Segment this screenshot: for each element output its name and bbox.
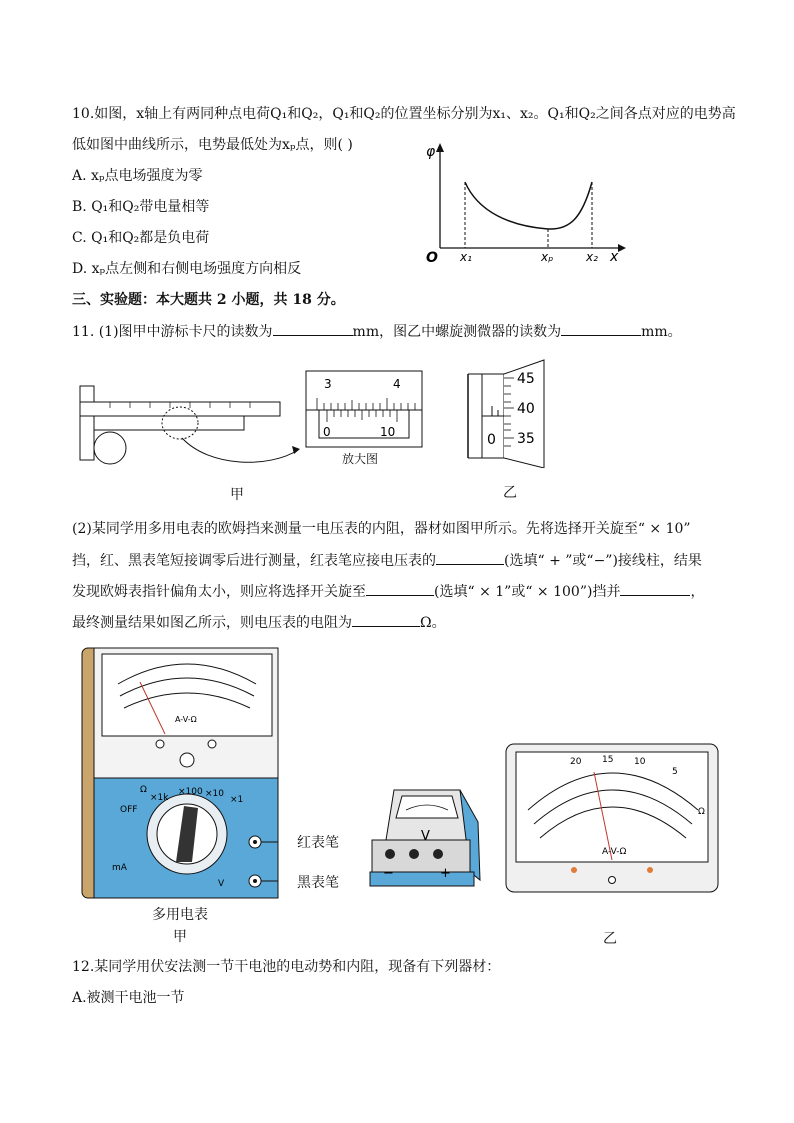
section-heading: 三、实验题：本大题共 2 小题，共 18 分。: [72, 292, 345, 308]
vernier-caliper: [70, 378, 300, 473]
potential-graph: [420, 140, 630, 265]
red-lead-label: 红表笔: [297, 835, 339, 851]
dial-x10: ×10: [205, 789, 224, 799]
answer-blank[interactable]: [366, 581, 434, 596]
xp-label: xₚ: [541, 250, 554, 264]
caliper-caption: 甲: [230, 487, 244, 503]
voltmeter-label: V: [421, 829, 430, 844]
q11-part2-line2: [72, 550, 702, 571]
meter-reading: [504, 742, 720, 894]
meter-ohm-label: Ω: [698, 807, 705, 817]
voltmeter-minus: −: [383, 866, 394, 881]
q10-option-a: A. xₚ点电场强度为零: [72, 168, 203, 184]
magnified-label: 放大图: [341, 452, 378, 466]
q10-option-d: D. xₚ点左侧和右侧电场强度方向相反: [72, 261, 302, 277]
dial-ohm: Ω: [140, 785, 147, 795]
meter-tick-5: 5: [672, 767, 678, 777]
answer-blank[interactable]: [352, 612, 420, 627]
black-lead-label: 黑表笔: [297, 875, 339, 891]
q10-stem-line2: 低如图中曲线所示，电势最低处为xₚ点，则( ): [72, 137, 353, 153]
multimeter-avo-label: A-V-Ω: [175, 715, 197, 724]
meter-reading-caption: 乙: [603, 931, 617, 947]
q11-part1-text-b: mm，图乙中螺旋测微器的读数为: [352, 324, 562, 340]
multimeter-name: 多用电表: [152, 907, 208, 923]
dial-ma: mA: [112, 863, 127, 873]
micro-40: 40: [517, 401, 535, 417]
answer-blank[interactable]: [273, 321, 353, 336]
x-axis-label: x: [610, 249, 619, 265]
meter-avo-label: A-V-Ω: [602, 847, 627, 857]
micrometer-caption: 乙: [503, 485, 517, 501]
micro-0: 0: [487, 432, 496, 448]
main-scale-4: 4: [393, 377, 401, 391]
q11-part2-text: (选填“ × 1”或“ × 100”)挡并: [434, 584, 621, 600]
voltmeter-plus: +: [440, 866, 451, 881]
meter-tick-20: 20: [570, 757, 582, 767]
q10-option-c: C. Q₁和Q₂都是负电荷: [72, 230, 210, 246]
dial-off: OFF: [120, 805, 138, 815]
q11-part1: [72, 321, 682, 342]
meter-tick-10: 10: [634, 757, 646, 767]
micro-45: 45: [517, 371, 535, 387]
q10-stem-line1: 10.如图，x轴上有两同种点电荷Q₁和Q₂，Q₁和Q₂的位置坐标分别为x₁、x₂。Q₁和Q₂之间各点对应的电势高: [72, 106, 736, 122]
dial-v: V: [218, 879, 225, 889]
q11-part2-line1: (2)某同学用多用电表的欧姆挡来测量一电压表的内阻，器材如图甲所示。先将选择开关旋至“ × 10”: [72, 521, 691, 537]
dial-x1: ×1: [230, 795, 244, 805]
q12-stem: 12.某同学用伏安法测一节干电池的电动势和内阻，现备有下列器材：: [72, 959, 501, 975]
multimeter-caption: 甲: [173, 929, 187, 945]
dial-x1k: ×1k: [150, 793, 169, 803]
vernier-10: 10: [380, 425, 396, 439]
q11-part1-text-a: 11. (1)图甲中游标卡尺的读数为: [72, 324, 273, 340]
vernier-0: 0: [323, 425, 331, 439]
q11-part2-text: Ω。: [420, 615, 446, 631]
q11-part2-text: 发现欧姆表指针偏角太小，则应将选择开关旋至: [72, 584, 366, 600]
q11-part2-line3: [72, 581, 704, 602]
dial-x100: ×100: [178, 787, 203, 797]
q11-part2-text: 挡，红、黑表笔短接调零后进行测量，红表笔应接电压表的: [72, 553, 436, 569]
q10-option-b: B. Q₁和Q₂带电量相等: [72, 199, 210, 215]
q11-part2-text: 最终测量结果如图乙所示，则电压表的电阻为: [72, 615, 352, 631]
answer-blank[interactable]: [561, 321, 641, 336]
main-scale-3: 3: [324, 377, 332, 391]
q11-part2-text: ，: [690, 584, 705, 600]
q12-item-a: A.被测干电池一节: [72, 990, 185, 1006]
voltmeter: [368, 784, 484, 894]
answer-blank[interactable]: [620, 581, 690, 596]
micrometer: [462, 356, 562, 468]
q11-part2-line4: [72, 612, 446, 633]
x2-label: x₂: [586, 250, 598, 264]
phi-axis-label: φ: [426, 144, 436, 160]
magnified-view: [305, 370, 423, 448]
meter-tick-15: 15: [602, 755, 614, 765]
q11-part2-text: (选填“ + ”或“−”)接线柱，结果: [504, 553, 702, 569]
answer-blank[interactable]: [436, 550, 504, 565]
x1-label: x₁: [460, 250, 472, 264]
micro-35: 35: [517, 431, 535, 447]
origin-label: O: [426, 250, 438, 265]
multimeter: [80, 644, 340, 902]
q11-part1-text-c: mm。: [641, 324, 682, 340]
